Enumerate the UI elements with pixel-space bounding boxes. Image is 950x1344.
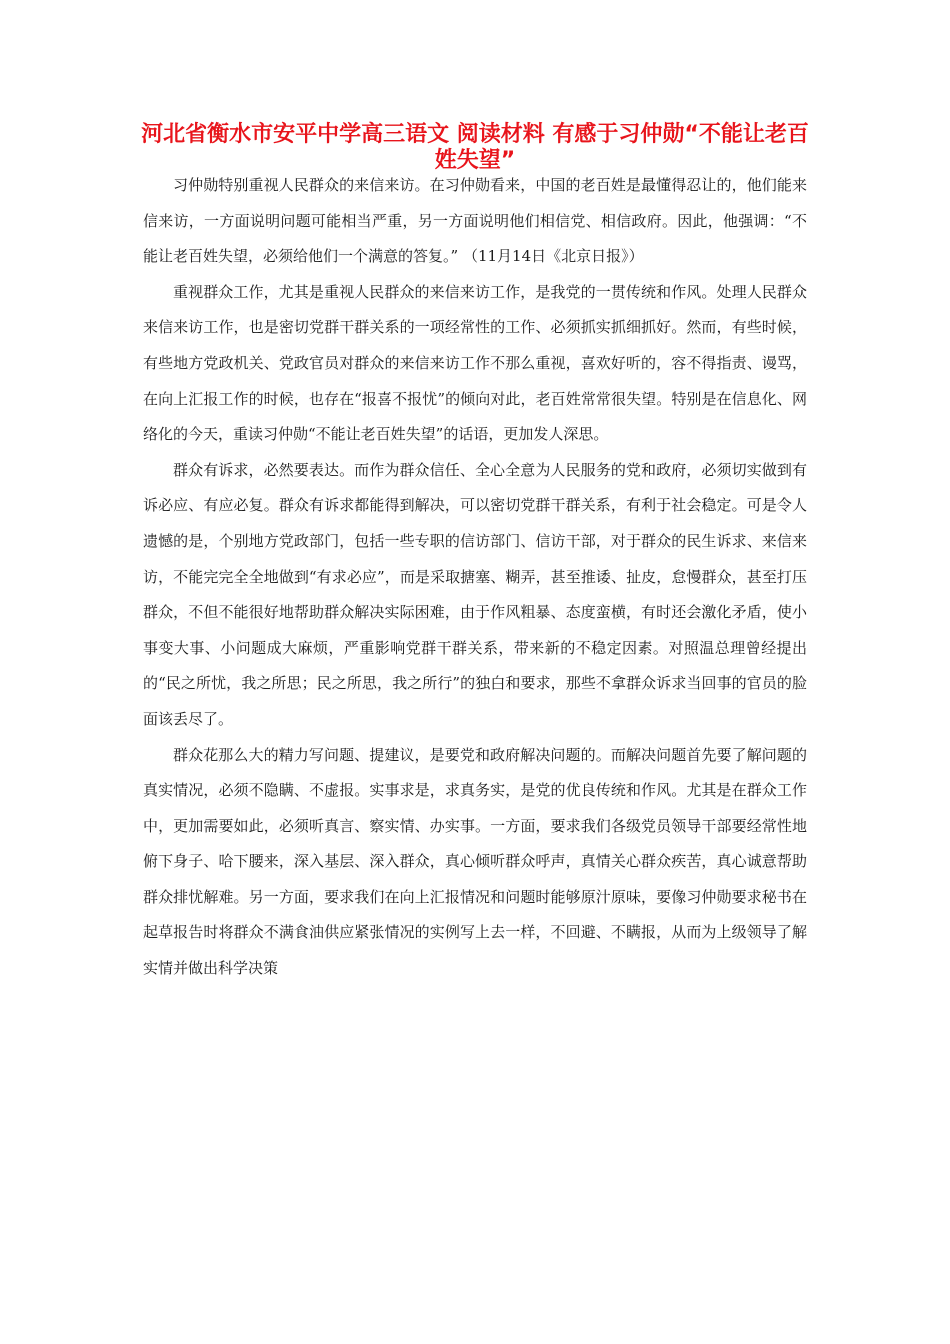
article-body	[143, 168, 807, 987]
paragraph-1: 习仲勋特别重视人民群众的来信来访。在习仲勋看来，中国的老百姓是最懂得忍让的，他们能来信来访，一方面说明问题可能相当严重，另一方面说明他们相信党、相信政府。因此，他强调：“不能让老百姓失望，必须给他们一个满意的答复。” （11月14日《北京日报》）	[143, 176, 807, 266]
paragraph-4: 群众花那么大的精力写问题、提建议，是要党和政府解决问题的。而解决问题首先要了解问题的真实情况，必须不隐瞒、不虚报。实事求是，求真务实，是党的优良传统和作风。尤其是在群众工作中，更加需要如此，必须听真言、察实情、办实事。一方面，要求我们各级党员领导干部要经常性地俯下身子、哈下腰来，深入基层、深入群众，真心倾听群众呼声，真情关心群众疾苦，真心诚意帮助群众排忧解难。另一方面，要求我们在向上汇报情况和问题时能够原汁原味，要像习仲勋要求秘书在起草报告时将群众不满食油供应紧张情况的实例写上去一样，不回避、不瞒报，从而为上级领导了解实情并做出科学决策	[143, 745, 807, 978]
document-title: 河北省衡水市安平中学高三语文 阅读材料 有感于习仲勋“不能让老百姓失望”	[141, 122, 809, 173]
paragraph-2: 重视群众工作，尤其是重视人民群众的来信来访工作，是我党的一贯传统和作风。处理人民群众来信来访工作，也是密切党群干群关系的一项经常性的工作、必须抓实抓细抓好。然而，有些时候，有些地方党政机关、党政官员对群众的来信来访工作不那么重视，喜欢好听的，容不得指责、谩骂，在向上汇报工作的时候，也存在“报喜不报忧”的倾向对此，老百姓常常很失望。特别是在信息化、网络化的今天，重读习仲勋“不能让老百姓失望”的话语，更加发人深思。	[143, 282, 807, 444]
paragraph-3: 群众有诉求，必然要表达。而作为群众信任、全心全意为人民服务的党和政府，必须切实做到有诉必应、有应必复。群众有诉求都能得到解决，可以密切党群干群关系，有利于社会稳定。可是令人遗憾的是，个别地方党政部门，包括一些专职的信访部门、信访干部，对于群众的民生诉求、来信来访，不能完完全全地做到“有求必应”，而是采取搪塞、糊弄，甚至推诿、扯皮，怠慢群众，甚至打压群众，不但不能很好地帮助群众解决实际困难，由于作风粗暴、态度蛮横，有时还会激化矛盾，使小事变大事、小问题成大麻烦，严重影响党群干群关系，带来新的不稳定因素。对照温总理曾经提出的“民之所忧，我之所思；民之所思，我之所行”的独白和要求，那些不拿群众诉求当回事的官员的脸面该丢尽了。	[143, 460, 807, 728]
